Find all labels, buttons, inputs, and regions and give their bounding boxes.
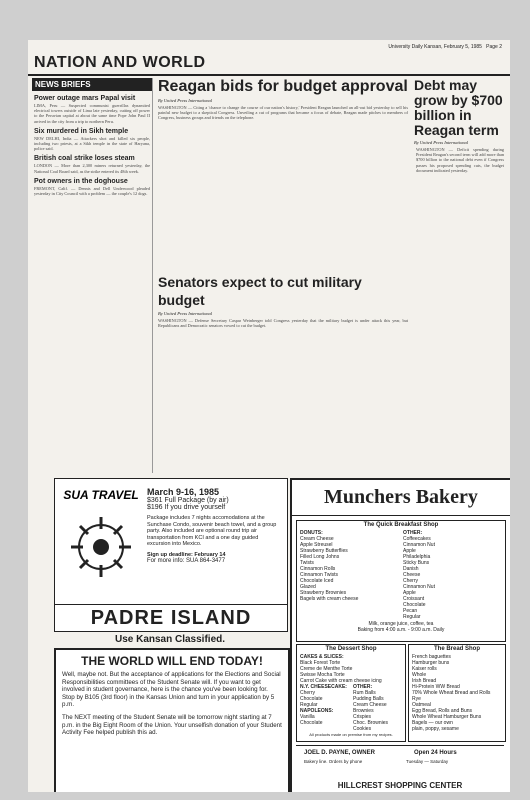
dessert-other-item: Choc. Brownies [353,720,389,726]
cake-item: Black Forest Torte [300,660,341,666]
sua-details [147,487,281,564]
other-item: Cheese [403,572,421,578]
other-item: Regular [403,614,421,620]
bread-list [409,654,505,732]
right-story [414,78,506,473]
newspaper-page [28,40,510,792]
brief [32,178,152,196]
quick-lists [297,530,505,620]
sua-travel-ad [54,478,288,632]
page-number: Page 2 [486,44,502,50]
other-item: Chocolate [403,602,426,608]
right-body: WASHINGTON — Deficit spending during President Reagan's second term will add more than $700 billion to the national debt even if Congress passes his proposed spending cuts, the budget document indicated yesterday. [416,147,504,173]
world-paragraph: Well, maybe not. But the acceptance of applications for the Elections and Social Responsibilities committees of the Student Senate will. If you want to get involved in student governance, here is the chance you've been looking for. Stop by B105 (3rd floor) in the Kansas Union and turn in your application by 5 p.m. [62,671,281,709]
bread-item: Hi-Protein WW Bread [412,684,460,690]
donut-item: Strawberry Butterflies [300,548,348,554]
dessert-other-label: OTHER: [353,684,373,690]
donut-item: Glazed [300,584,316,590]
ny-item: Chocolate [300,696,323,702]
brief-body: LONDON — More than 2,300 miners returned yesterday, the National Coal Board said, as the strike entered its 48th week. [34,163,150,174]
open-hours: Open 24 Hours [414,750,457,756]
nap-item: Chocolate [300,720,323,726]
other-item: Sticky Buns [403,560,430,566]
bread-item: Kaiser rolls [412,666,437,672]
sua-description: Package includes 7 nights accomodations at the Sunchase Condo, souvenir beach towel, and a group party. Also included are optional round trip air transportation from KCI and a one day guided excursion into Mexico. [147,515,277,547]
brief-body: NEW DELHI, India — Attackers shot and killed six people, including two priests, at a Sikh temple in the state of Haryana, police said. [34,135,150,152]
brief [32,128,152,152]
brief-headline: Six murdered in Sikh temple [34,127,129,135]
dessert-other-item: Cookies [353,726,372,732]
ny-item: Regular [300,702,318,708]
right-byline: By United Press International [414,140,468,145]
world-heading: THE WORLD WILL END TODAY! [81,654,263,668]
other-list [403,530,502,620]
world-paragraph: The NEXT meeting of the Student Senate will be tomorrow night starting at 7 p.m. in the Big Eight Room of the Union. Your unselfish donation of your Student Activity Fee helped publish this ad. [62,713,282,737]
dessert-other-item: Pudding Balls [353,696,384,702]
donut-item: Filled Long Johns [300,554,340,560]
sua-price-drive: $196 If you drive yourself [147,504,226,511]
quick-title: The Quick Breakfast Shop [363,522,439,528]
bread-item: Hamburger buns [412,660,450,666]
other-item: Croissant [403,596,425,602]
other-item: Cinnamon Nut [403,584,435,590]
news-briefs-title: NEWS BRIEFS [32,78,152,91]
other-item: Apple [403,548,416,554]
section-title: NATION AND WORLD [34,54,206,71]
donut-item: Apple Streusel [300,542,333,548]
ny-label: N.Y. CHEESECAKE: [300,684,347,690]
second-body [158,318,408,468]
classified-promo: Use Kansan Classified. [114,634,226,645]
other-item: Cherry [403,578,419,584]
baking-hours: Baking from 4:00 a.m. - 9:00 a.m. Daily [357,627,445,633]
main-byline: By United Press International [158,98,212,103]
other-item: Cinnamon Nut [403,542,435,548]
brief [32,155,152,173]
cakes-list [297,654,405,684]
munchers-footer [296,745,504,792]
sua-signup: Sign up deadline: February 14 [147,551,226,558]
brief-body: LIMA, Peru — Suspected communist guerrillas dynamited electrical towers outside of Lima late yesterday, cutting off power to the Peruvian capital at about the same time Pope John Paul II arrived in the city from a trip to northern Peru. [34,103,150,124]
other-item: Philadelphia [403,554,431,560]
donut-item: Chocolate Iced [300,578,334,584]
main-body-col: WASHINGTON — Citing a 'chance to change the course of our nation's history,' President Reagan launched an all-out bid yesterday to sell his painful new budget to a skeptical Congress. Unveiling a cut of programs that became a focus of debate, Reagan made pitches to members of Congress, business groups and friends on the telephone. [158,105,408,121]
dessert-other-item: Rum Balls [353,690,376,696]
news-briefs [32,78,153,473]
cakes-label: CAKES & SLICES: [300,654,344,660]
second-headline: Senators expect to cut military budget [158,274,362,308]
second-body-col: WASHINGTON — Defense Secretary Caspar Weinberger told Congress yesterday that the military budget is under attack this year, but Republicans and Democratic senators vowed to cut the budget. [158,318,408,329]
bread-item: Oatmeal [412,702,431,708]
brief-headline: Pot owners in the doghouse [34,177,128,185]
paper-info [388,44,502,50]
other-item: Apple [403,590,416,596]
dessert-other-item: Cream Cheese Brownies [353,702,387,714]
bread-shop-box [408,644,506,742]
donut-item: Bagels with cream cheese [300,596,359,602]
brief [32,95,152,124]
bread-item: Rye [412,696,421,702]
bread-item: French baguettes [412,654,451,660]
right-headline: Debt may grow by $700 billion in Reagan term [414,78,503,138]
bread-title: The Bread Shop [433,646,480,652]
bread-item: Irish Bread [412,678,437,684]
quick-breakfast-box [296,520,506,642]
second-story [158,273,408,468]
dessert-shop-box [296,644,406,742]
other-item: Coffeecakes [403,536,431,542]
bread-item: plain, poppy, sesame [412,726,459,732]
second-byline: By United Press International [158,311,212,316]
masthead [28,40,510,76]
munchers-bakery-ad [290,478,510,792]
other-item: Danish [403,566,419,572]
dessert-lists [297,684,405,732]
paper-date: University Daily Kansan, February 5, 1985 [388,44,482,50]
sua-dates: March 9-16, 1985 [147,487,220,497]
brief-body: FREMONT, Calif. — Dennis and Dell Underwood pleaded yesterday in City Council with a problem — the couple's 12 dogs. [34,185,150,197]
donuts-label: DONUTS: [300,530,323,536]
bread-item: Whole [412,672,427,678]
donut-item: Twists [300,560,314,566]
dessert-other-list [353,684,402,732]
drinks-line: Milk, orange juice, coffee, tea [368,621,434,627]
main-headline: Reagan bids for budget approval [158,78,408,95]
sua-price-air: $361 Full Package (by air) [147,497,229,504]
cake-item: Creme de Menthe Torte [300,666,353,672]
donuts-list [300,530,399,620]
bread-item: Egg Bread, Rolls and Buns [412,708,473,714]
ny-item: Cherry [300,690,316,696]
nap-item: Vanilla [300,714,315,720]
munchers-title: Munchers Bakery [292,486,510,516]
bread-item: Whole Wheat Hamburger Buns [412,714,482,720]
days-line: Tuesday — Saturday [406,759,449,764]
main-body [158,105,408,255]
sua-info: For more info: SUA 864-3477 [147,557,226,564]
cake-item: Carrot Cake with cream cheese icing [300,678,382,684]
sua-logo-text: SUA TRAVEL [63,488,139,502]
shopping-center: HILLCREST SHOPPING CENTER [337,781,463,790]
cake-item: Swisse Mocha Torte [300,672,345,678]
nap-label: NAPOLEONS: [300,708,334,714]
cheesecake-list [300,684,349,732]
bread-item: 70% Whole Wheat Bread and Rolls [412,690,491,696]
owner-name: JOEL D. PAYNE, OWNER [304,750,375,756]
donut-item: Cinnamon Rolls [300,566,336,572]
dessert-other-item: Crispies [353,714,372,720]
padre-island-banner: PADRE ISLAND [55,604,287,631]
other-item: Pecan [403,608,418,614]
dessert-title: The Dessert Shop [325,646,377,652]
brief-headline: British coal strike loses steam [34,155,135,163]
donut-item: Strawberry Brownies [300,590,347,596]
dessert-note: All products made on premise from my recipes. [309,732,393,737]
student-senate-ad [54,648,290,792]
sua-logo-icon [61,485,141,585]
donut-item: Cream Cheese [300,536,334,542]
donut-item: Cinnamon Twists [300,572,338,578]
brief-headline: Power outage mars Papal visit [34,95,136,102]
other-label: OTHER: [403,530,423,536]
main-story [158,78,408,255]
bread-item: Bagels — our own [412,720,453,726]
call-line: Bakery line. Orders by phone [304,759,363,764]
